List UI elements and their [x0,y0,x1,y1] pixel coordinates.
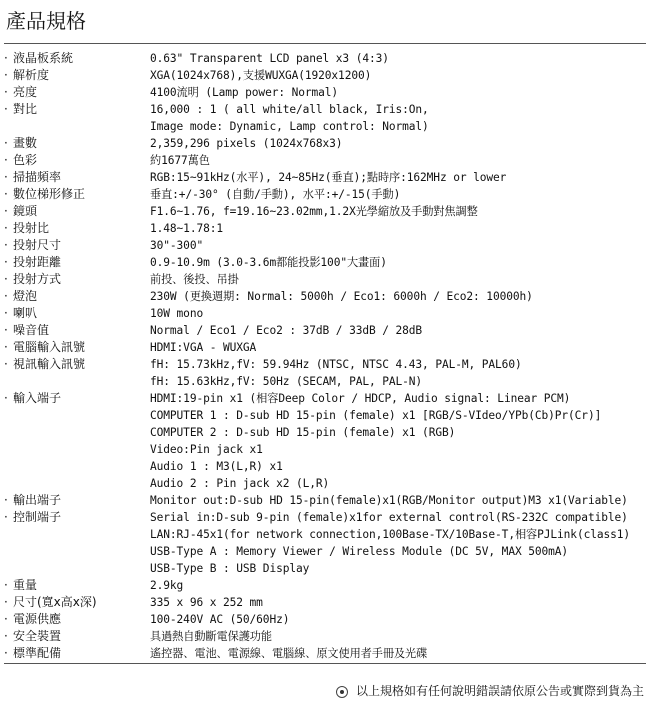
spec-value [150,271,650,288]
spec-label-text: 畫數 [13,136,38,150]
spec-row [4,305,650,322]
spec-value [150,509,650,577]
spec-label [4,492,150,509]
bullet: · [4,187,8,201]
bullet: · [4,306,8,320]
spec-row [4,594,650,611]
bullet: · [4,289,8,303]
bullet: · [4,255,8,269]
spec-value [150,135,650,152]
spec-value-line: 100-240V AC (50/60Hz) [150,613,290,626]
spec-value [150,186,650,203]
spec-label-text: 重量 [13,578,38,592]
bullet: · [4,238,8,252]
bullet: · [4,204,8,218]
spec-label [4,84,150,101]
spec-value-line: 335 x 96 x 252 mm [150,596,263,609]
spec-label-text: 安全裝置 [13,629,62,643]
spec-row [4,186,650,203]
spec-value-line: XGA(1024x768),支援WUXGA(1920x1200) [150,69,372,82]
bullet: · [4,510,8,524]
spec-value [150,322,650,339]
spec-row [4,628,650,645]
spec-label [4,186,150,203]
bullet: · [4,493,8,507]
spec-value [150,390,650,492]
spec-row [4,169,650,186]
bullseye-icon [336,686,348,698]
spec-value-line: USB-Type B : USB Display [150,562,310,575]
spec-row [4,339,650,356]
spec-row [4,50,650,67]
spec-value-line: 0.63" Transparent LCD panel x3 (4:3) [150,52,389,65]
spec-value [150,152,650,169]
spec-value-line: 30"-300" [150,239,204,252]
spec-label-text: 投射方式 [13,272,62,286]
spec-value-line: LAN:RJ-45x1(for network connection,100Base-TX/10Base-T,相容PJLink(class1) [150,528,631,541]
bullet: · [4,357,8,371]
bullet: · [4,272,8,286]
spec-value [150,169,650,186]
spec-value [150,50,650,67]
spec-value [150,645,650,662]
spec-value-line: 約1677萬色 [150,154,210,167]
spec-value-line: 0.9-10.9m (3.0-3.6m都能投影100"大畫面) [150,256,387,269]
bullet: · [4,51,8,65]
spec-value-line: Audio 1 : M3(L,R) x1 [150,460,283,473]
spec-value [150,254,650,271]
spec-row [4,390,650,492]
spec-label [4,101,150,135]
spec-value-line: F1.6~1.76, f=19.16~23.02mm,1.2X光學縮放及手動對焦調整 [150,205,478,218]
spec-row [4,288,650,305]
spec-value-line: Monitor out:D-sub HD 15-pin(female)x1(RGB/Monitor output)M3 x1(Variable) [150,494,628,507]
spec-value-line: Serial in:D-sub 9-pin (female)x1for external control(RS-232C compatible) [150,511,628,524]
spec-value [150,288,650,305]
bullet: · [4,85,8,99]
spec-value [150,339,650,356]
spec-label [4,135,150,152]
spec-label-text: 喇叭 [13,306,38,320]
spec-label [4,220,150,237]
spec-label-text: 尺寸(寬x高x深) [13,595,97,609]
spec-row [4,84,650,101]
spec-label [4,628,150,645]
spec-label-text: 電腦輸入訊號 [13,340,86,354]
spec-value [150,101,650,135]
spec-value [150,577,650,594]
spec-label [4,577,150,594]
spec-label [4,271,150,288]
spec-value [150,84,650,101]
spec-label-text: 解析度 [13,68,50,82]
spec-value-line: 具過熱自動斷電保護功能 [150,630,272,643]
spec-value [150,237,650,254]
spec-label-text: 投射比 [13,221,50,235]
spec-label [4,611,150,628]
spec-row [4,271,650,288]
spec-label [4,339,150,356]
footer-note [336,683,644,700]
spec-value-line: 230W (更換週期: Normal: 5000h / Eco1: 6000h / Eco2: 10000h) [150,290,533,303]
spec-label [4,356,150,390]
spec-value-line: 16,000 : 1 ( all white/all black, Iris:On, [150,103,429,116]
spec-label-text: 亮度 [13,85,38,99]
bullet: · [4,323,8,337]
bullet: · [4,221,8,235]
spec-label-text: 輸出端子 [13,493,62,507]
bullet: · [4,391,8,405]
bullet: · [4,170,8,184]
spec-label [4,322,150,339]
spec-label-text: 投射尺寸 [13,238,62,252]
spec-row [4,509,650,577]
spec-value-line: Normal / Eco1 / Eco2 : 37dB / 33dB / 28dB [150,324,423,337]
bottom-divider [4,663,646,664]
spec-row [4,492,650,509]
spec-value [150,220,650,237]
spec-table [4,50,650,662]
spec-value [150,305,650,322]
spec-label-text: 控制端子 [13,510,62,524]
spec-label-text: 液晶板系統 [13,51,74,65]
page-title: 產品規格 [6,9,86,33]
spec-row [4,101,650,135]
spec-value-line: 垂直:+/-30° (自動/手動), 水平:+/-15(手動) [150,188,401,201]
spec-value-line: USB-Type A : Memory Viewer / Wireless Module (DC 5V, MAX 500mA) [150,545,569,558]
spec-value-line: HDMI:19-pin x1 (相容Deep Color / HDCP, Audio signal: Linear PCM) [150,392,571,405]
spec-row [4,322,650,339]
bullet: · [4,153,8,167]
spec-value-line: 2.9kg [150,579,184,592]
spec-value [150,611,650,628]
spec-label-text: 燈泡 [13,289,38,303]
spec-label-text: 標準配備 [13,646,62,660]
bullet: · [4,595,8,609]
spec-label-text: 數位梯形修正 [13,187,86,201]
spec-label [4,509,150,577]
spec-value-line: COMPUTER 1 : D-sub HD 15-pin (female) x1 [RGB/S-VIdeo/YPb(Cb)Pr(Cr)] [150,409,602,422]
spec-value-line: RGB:15~91kHz(水平), 24~85Hz(垂直);點時序:162MHz or lower [150,171,507,184]
spec-label [4,152,150,169]
bullet: · [4,646,8,660]
spec-value-line: COMPUTER 2 : D-sub HD 15-pin (female) x1 (RGB) [150,426,456,439]
top-divider [4,43,646,44]
spec-label-text: 噪音值 [13,323,50,337]
spec-value [150,628,650,645]
spec-label [4,305,150,322]
spec-label [4,169,150,186]
spec-label-text: 視訊輸入訊號 [13,357,86,371]
spec-row [4,220,650,237]
spec-value-line: 2,359,296 pixels (1024x768x3) [150,137,343,150]
spec-label [4,50,150,67]
spec-label [4,390,150,492]
bullet: · [4,629,8,643]
spec-value-line: 4100流明 (Lamp power: Normal) [150,86,339,99]
spec-value-line: Video:Pin jack x1 [150,443,263,456]
spec-label [4,203,150,220]
spec-label-text: 輸入端子 [13,391,62,405]
bullet: · [4,102,8,116]
spec-label-text: 投射距離 [13,255,62,269]
spec-value [150,356,650,390]
spec-value-line: Image mode: Dynamic, Lamp control: Normal) [150,120,429,133]
spec-value-line: Audio 2 : Pin jack x2 (L,R) [150,477,330,490]
bullet: · [4,340,8,354]
bullet: · [4,612,8,626]
spec-row [4,67,650,84]
spec-value-line: HDMI:VGA - WUXGA [150,341,257,354]
spec-value-line: 1.48~1.78:1 [150,222,223,235]
bullet: · [4,68,8,82]
spec-row [4,356,650,390]
bullet: · [4,578,8,592]
spec-label [4,67,150,84]
spec-row [4,135,650,152]
footer-note-text: 以上規格如有任何說明錯誤請依原公告或實際到貨為主 [355,684,644,698]
spec-value [150,594,650,611]
spec-value-line: fH: 15.73kHz,fV: 59.94Hz (NTSC, NTSC 4.43, PAL-M, PAL60) [150,358,522,371]
spec-label [4,288,150,305]
spec-value-line: 遙控器、電池、電源線、電腦線、原文使用者手冊及光碟 [150,647,428,660]
spec-value [150,492,650,509]
spec-label-text: 電源供應 [13,612,62,626]
spec-row [4,611,650,628]
spec-label-text: 掃描頻率 [13,170,62,184]
spec-value [150,67,650,84]
spec-row [4,237,650,254]
spec-label-text: 鏡頭 [13,204,38,218]
spec-label [4,237,150,254]
spec-row [4,152,650,169]
spec-label [4,254,150,271]
spec-label-text: 對比 [13,102,38,116]
spec-label [4,594,150,611]
spec-value-line: 前投、後投、吊掛 [150,273,239,286]
spec-row [4,254,650,271]
bullet: · [4,136,8,150]
spec-value-line: fH: 15.63kHz,fV: 50Hz (SECAM, PAL, PAL-N) [150,375,423,388]
spec-label-text: 色彩 [13,153,38,167]
spec-value-line: 10W mono [150,307,204,320]
spec-label [4,645,150,662]
spec-row [4,577,650,594]
spec-row [4,203,650,220]
spec-row [4,645,650,662]
spec-value [150,203,650,220]
